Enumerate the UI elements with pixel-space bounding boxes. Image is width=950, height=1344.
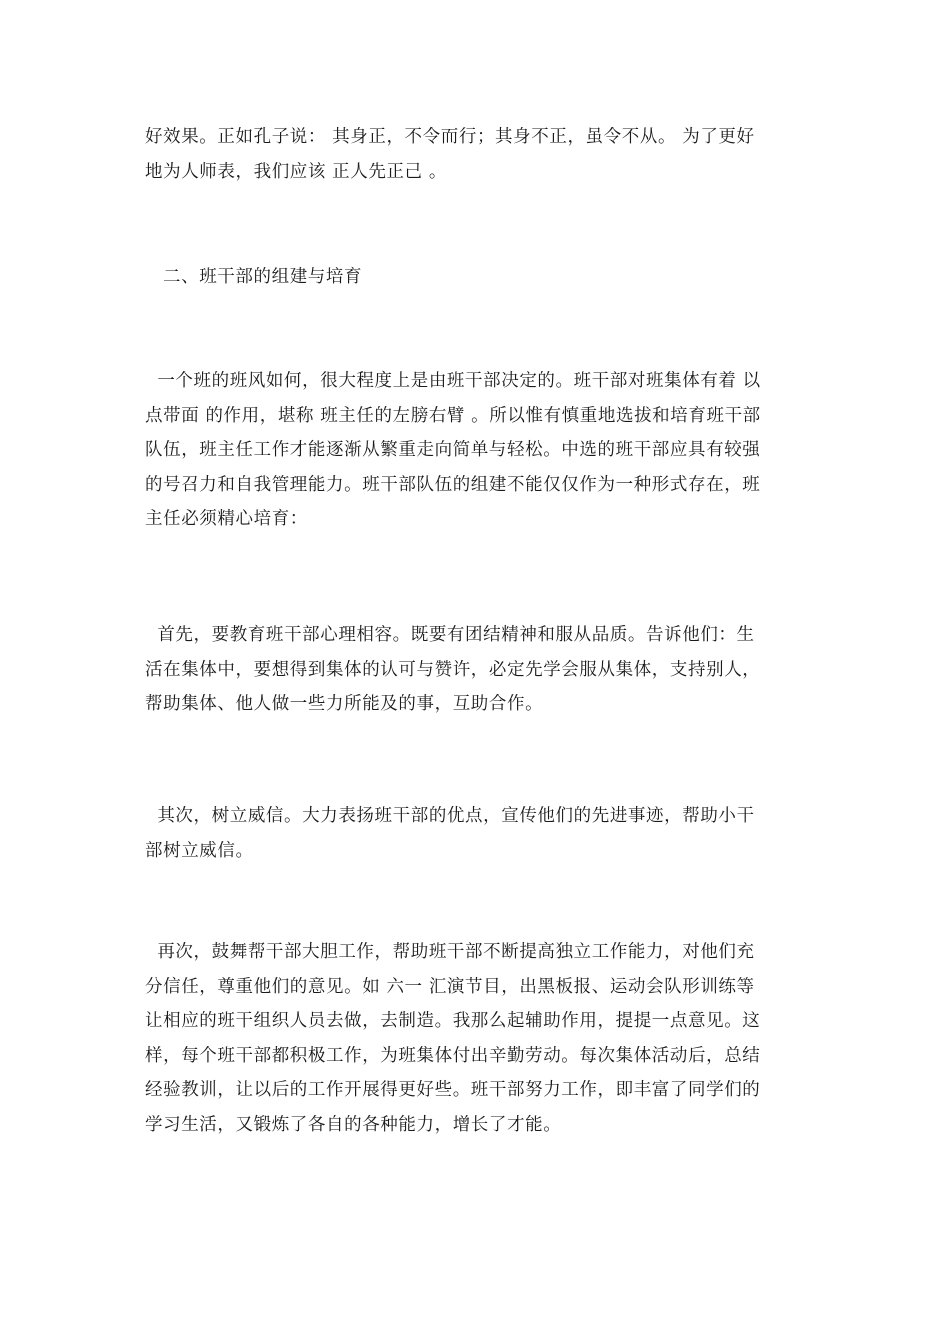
paragraph-third [145,935,805,1143]
text-line: 主任必须精心培育： [145,509,308,530]
text-line: 队伍，班主任工作才能逐渐从繁重走向简单与轻松。中选的班干部应具有较强 [145,440,761,461]
text-line: 让相应的班干组织人员去做，去制造。我那么起辅助作用，提提一点意见。这 [145,1011,761,1032]
text-line: 好效果。正如孔子说： 其身正，不令而行；其身不正，虽令不从。 为了更好 [145,127,755,147]
text-line: 帮助集体、他人做一些力所能及的事，互助合作。 [145,694,544,715]
paragraph-first [145,618,805,722]
text-line: 其次，树立威信。大力表扬班干部的优点，宣传他们的先进事迹，帮助小干 [145,806,755,826]
text-line: 再次，鼓舞帮干部大胆工作，帮助班干部不断提高独立工作能力，对他们充 [145,942,755,962]
text-line: 经验教训，让以后的工作开展得更好些。班干部努力工作，即丰富了同学们的 [145,1080,761,1101]
paragraph-second [145,799,805,868]
text-line: 一个班的班风如何，很大程度上是由班干部决定的。班干部对班集体有着 以 [145,371,761,391]
text-line: 学习生活，又锻炼了各自的各种能力，增长了才能。 [145,1114,562,1135]
text-line: 点带面 的作用，堪称 班主任的左膀右臂 。所以惟有慎重地选拔和培育班干部 [145,405,761,426]
paragraph-intro [145,120,805,189]
text-line: 分信任，尊重他们的意见。如 六一 汇演节目，出黑板报、运动会队形训练等 [145,976,755,997]
text-line: 首先，要教育班干部心理相容。既要有团结精神和服从品质。告诉他们：生 [145,625,755,645]
paragraph-class-leaders [145,364,805,537]
text-line: 活在集体中，要想得到集体的认可与赞许，必定先学会服从集体，支持别人， [145,659,761,680]
text-line: 的号召力和自我管理能力。班干部队伍的组建不能仅仅作为一种形式存在，班 [145,474,761,495]
text-line: 地为人师表，我们应该 正人先正己 。 [145,161,447,182]
text-line: 样，每个班干部都积极工作，为班集体付出辛勤劳动。每次集体活动后，总结 [145,1045,761,1066]
section-heading: 二、班干部的组建与培育 [163,267,363,287]
text-line: 部树立威信。 [145,840,254,861]
